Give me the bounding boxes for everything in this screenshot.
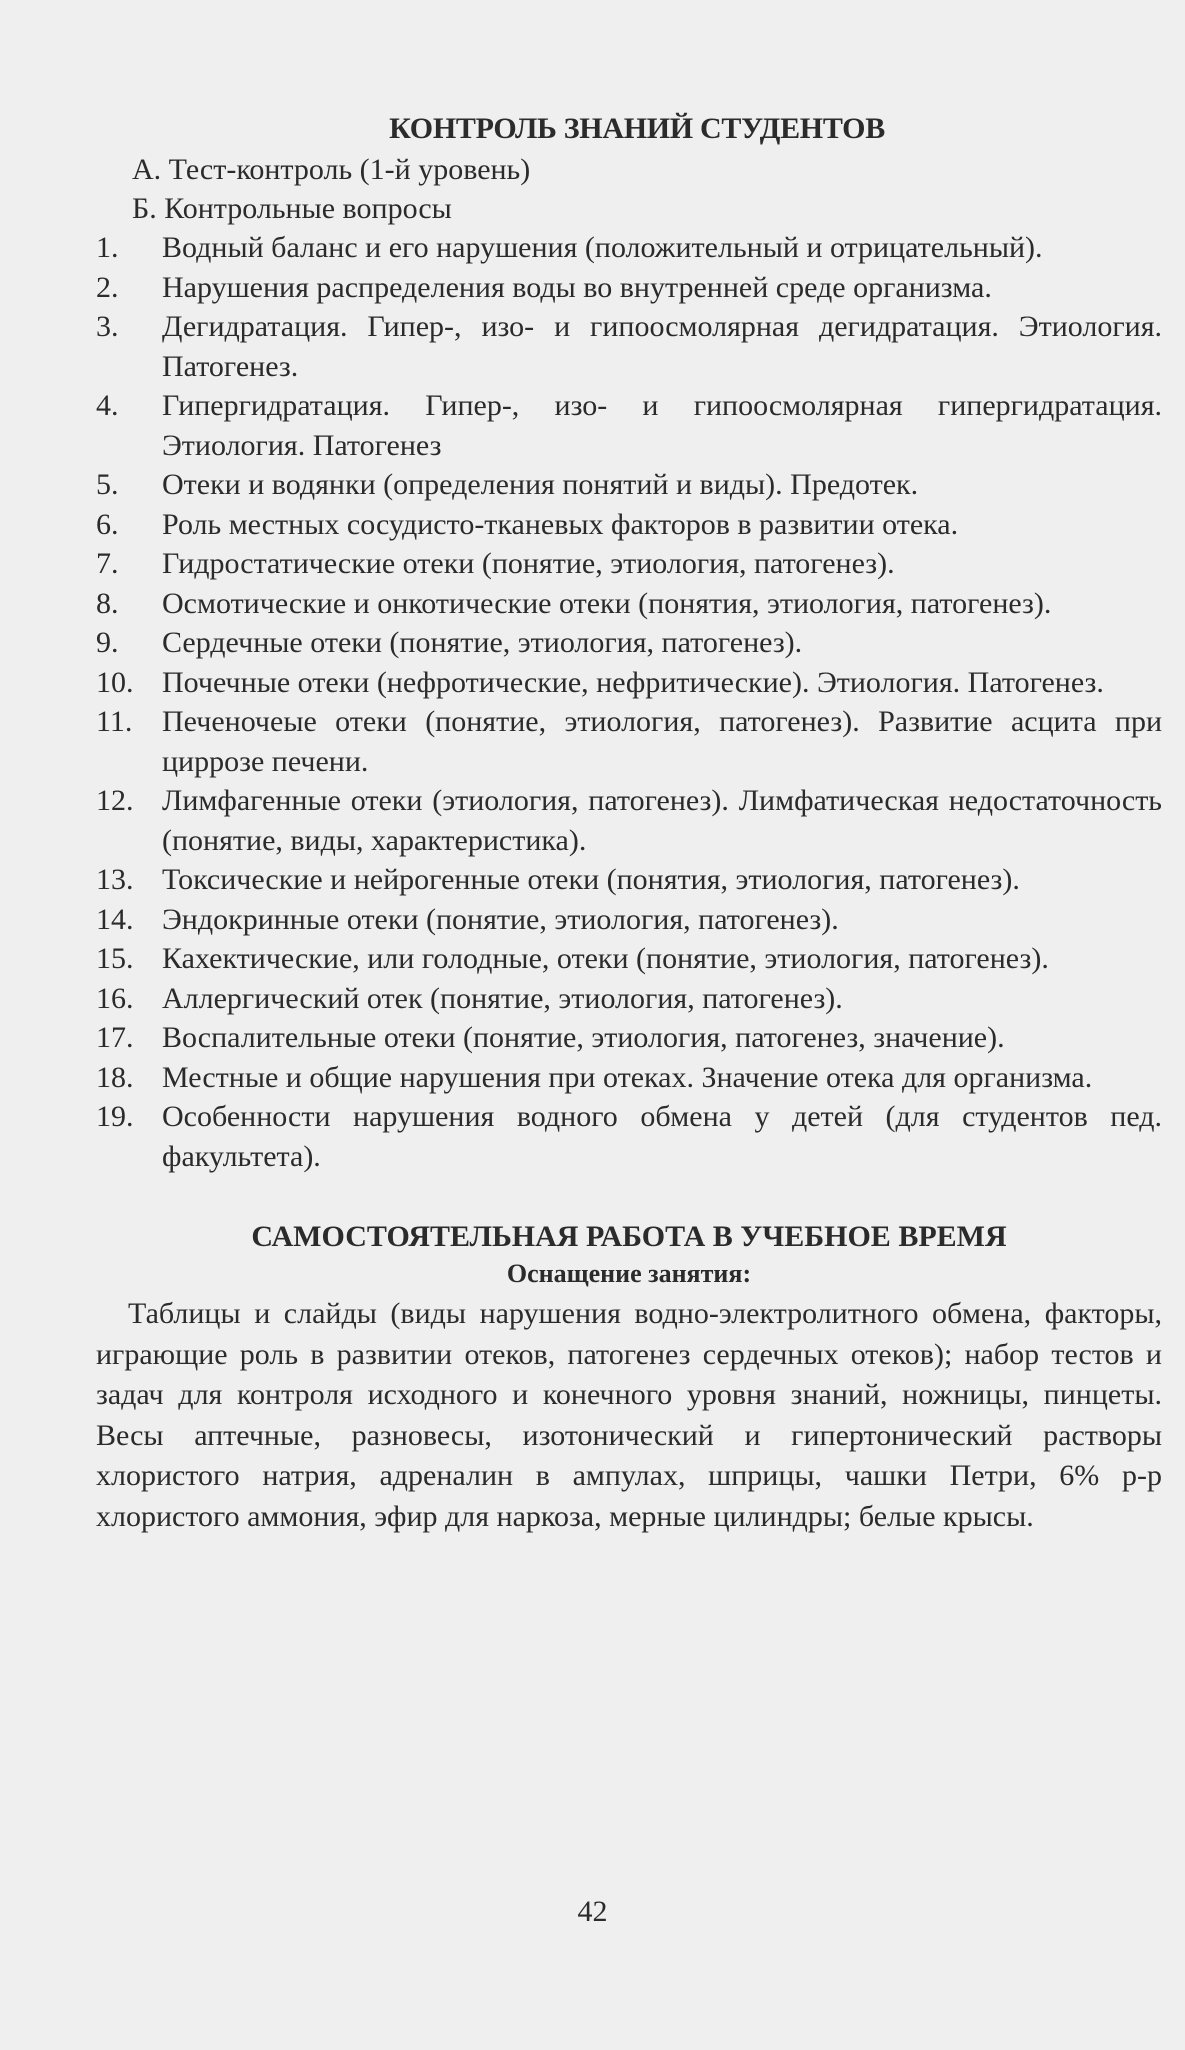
question-item bbox=[96, 268, 1162, 308]
question-item bbox=[96, 386, 1162, 465]
question-item bbox=[96, 505, 1162, 545]
question-text: Сердечные отеки (понятие, этиология, патогенез). bbox=[162, 626, 803, 659]
question-text: Почечные отеки (нефротические, нефритические). Этиология. Патогенез. bbox=[162, 665, 1104, 699]
question-number: 14. bbox=[96, 902, 134, 936]
question-number: 16. bbox=[96, 981, 134, 1015]
question-item bbox=[96, 939, 1162, 979]
question-text: Водный баланс и его нарушения (положительный и отрицательный). bbox=[162, 231, 1043, 264]
question-number: 10. bbox=[96, 665, 134, 699]
question-text: Отеки и водянки (определения понятий и виды). Предотек. bbox=[162, 468, 919, 501]
question-item bbox=[96, 307, 1162, 386]
question-item bbox=[96, 900, 1162, 940]
question-number: 7. bbox=[96, 547, 119, 580]
question-text: Гидростатические отеки (понятие, этиология, патогенез). bbox=[162, 547, 895, 580]
question-number: 19. bbox=[96, 1100, 134, 1133]
section-heading-knowledge-control: КОНТРОЛЬ ЗНАНИЙ СТУДЕНТОВ bbox=[389, 112, 885, 145]
question-text: Кахектические, или голодные, отеки (понятие, этиология, патогенез). bbox=[162, 942, 1049, 975]
question-text: Воспалительные отеки (понятие, этиология, патогенез, значение). bbox=[162, 1021, 1005, 1054]
question-number: 15. bbox=[96, 942, 134, 975]
questions-list bbox=[96, 228, 1162, 1176]
question-text: Роль местных сосудисто-тканевых факторов в развитии отека. bbox=[162, 507, 959, 541]
question-item bbox=[96, 544, 1162, 584]
question-item bbox=[96, 781, 1162, 860]
question-item bbox=[96, 228, 1162, 268]
question-item bbox=[96, 584, 1162, 624]
question-text: Лимфагенные отеки (этиология, патогенез). Лимфатическая недостаточность (понятие, виды, характеристика). bbox=[162, 784, 1162, 857]
question-item bbox=[96, 623, 1162, 663]
subheading-equipment: Оснащение занятия: bbox=[506, 1259, 752, 1288]
subsection-control-questions: Б. Контрольные вопросы bbox=[132, 192, 452, 225]
question-number: 4. bbox=[96, 389, 119, 422]
question-number: 9. bbox=[96, 626, 119, 659]
subsection-test-control: А. Тест-контроль (1-й уровень) bbox=[132, 153, 531, 186]
question-item bbox=[96, 860, 1162, 900]
question-number: 17. bbox=[96, 1021, 134, 1054]
question-item bbox=[96, 702, 1162, 781]
question-text: Нарушения распределения воды во внутренней среде организма. bbox=[162, 270, 992, 304]
question-number: 12. bbox=[96, 784, 134, 817]
question-number: 11. bbox=[96, 705, 133, 738]
question-item bbox=[96, 1097, 1162, 1176]
question-number: 13. bbox=[96, 863, 134, 896]
question-item bbox=[96, 1018, 1162, 1058]
question-item bbox=[96, 663, 1162, 703]
question-text: Дегидратация. Гипер-, изо- и гипоосмолярная дегидратация. Этиология. Патогенез. bbox=[162, 310, 1162, 383]
question-number: 8. bbox=[96, 586, 119, 620]
question-text: Особенности нарушения водного обмена у детей (для студентов пед. факультета). bbox=[162, 1100, 1162, 1173]
question-text: Гипергидратация. Гипер-, изо- и гипоосмолярная гипергидратация. Этиология. Патогенез bbox=[162, 389, 1162, 462]
question-number: 1. bbox=[96, 231, 119, 264]
question-number: 6. bbox=[96, 507, 119, 541]
question-item bbox=[96, 979, 1162, 1019]
question-number: 2. bbox=[96, 270, 119, 304]
section-heading-independent-work: САМОСТОЯТЕЛЬНАЯ РАБОТА В УЧЕБНОЕ ВРЕМЯ bbox=[251, 1220, 1007, 1253]
question-number: 5. bbox=[96, 468, 119, 501]
question-number: 18. bbox=[96, 1060, 134, 1094]
page-content bbox=[96, 110, 1162, 1537]
question-text: Аллергический отек (понятие, этиология, патогенез). bbox=[162, 981, 843, 1015]
question-text: Осмотические и онкотические отеки (понятия, этиология, патогенез). bbox=[162, 586, 1052, 620]
question-number: 3. bbox=[96, 310, 119, 343]
question-text: Местные и общие нарушения при отеках. Значение отека для организма. bbox=[162, 1060, 1093, 1094]
question-text: Токсические и нейрогенные отеки (понятия, этиология, патогенез). bbox=[162, 863, 1020, 896]
question-text: Эндокринные отеки (понятие, этиология, патогенез). bbox=[162, 902, 839, 936]
question-text: Печеночеые отеки (понятие, этиология, патогенез). Развитие асцита при циррозе печени. bbox=[162, 705, 1162, 778]
question-item bbox=[96, 1058, 1162, 1098]
page-number: 42 bbox=[577, 1895, 608, 1928]
equipment-paragraph: Таблицы и слайды (виды нарушения водно-электролитного обмена, факторы, играющие роль в развитии отеков, патогенез сердечных отеков); набор тестов и задач для контроля исходного и конечного уровня знаний, ножницы, пинцеты. Весы аптечные, разновесы, изотонический и гипертонический растворы хлористого натрия, адреналин в ампулах, шприцы, чашки Петри, 6% р-р хлористого аммония, эфир для наркоза, мерные цилиндры; белые крысы. bbox=[96, 1297, 1162, 1533]
question-item bbox=[96, 465, 1162, 505]
